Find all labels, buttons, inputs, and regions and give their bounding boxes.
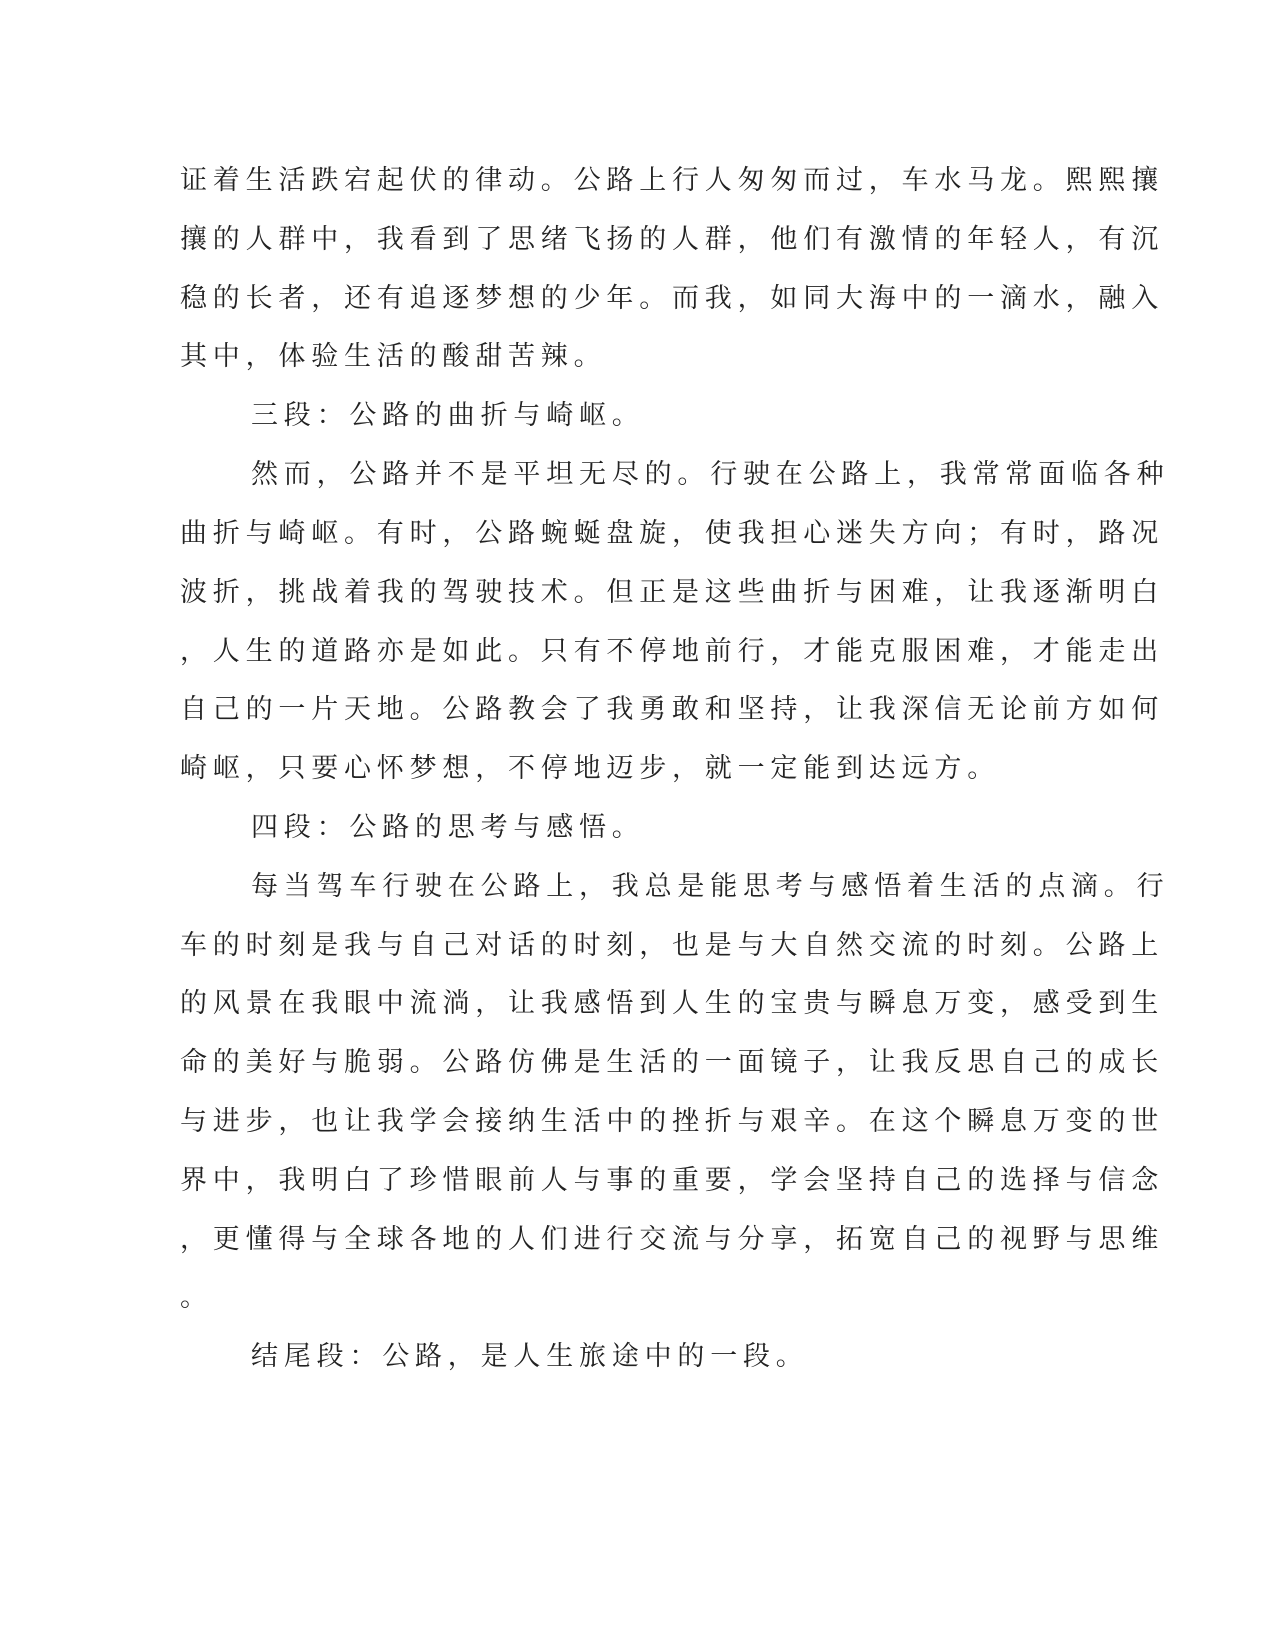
paragraph-line: 。 bbox=[180, 1282, 213, 1313]
paragraph-line: 与进步，也让我学会接纳生活中的挫折与艰辛。在这个瞬息万变的世 bbox=[180, 1106, 1164, 1137]
section-heading: 结尾段：公路，是人生旅途中的一段。 bbox=[251, 1341, 809, 1372]
paragraph-line: 界中，我明白了珍惜眼前人与事的重要，学会坚持自己的选择与信念 bbox=[180, 1165, 1164, 1196]
paragraph-line: ，更懂得与全球各地的人们进行交流与分享，拓宽自己的视野与思维 bbox=[180, 1224, 1164, 1255]
paragraph-line: 车的时刻是我与自己对话的时刻，也是与大自然交流的时刻。公路上 bbox=[180, 930, 1164, 961]
paragraph-line: 曲折与崎岖。有时，公路蜿蜒盘旋，使我担心迷失方向；有时，路况 bbox=[180, 518, 1164, 549]
section-heading: 三段：公路的曲折与崎岖。 bbox=[251, 400, 645, 431]
paragraph-line: 其中，体验生活的酸甜苦辣。 bbox=[180, 341, 607, 372]
paragraph-line: 每当驾车行驶在公路上，我总是能思考与感悟着生活的点滴。行 bbox=[251, 871, 1170, 902]
paragraph-line: 稳的长者，还有追逐梦想的少年。而我，如同大海中的一滴水，融入 bbox=[180, 283, 1164, 314]
paragraph-line: 命的美好与脆弱。公路仿佛是生活的一面镜子，让我反思自己的成长 bbox=[180, 1047, 1164, 1078]
paragraph-line: 的风景在我眼中流淌，让我感悟到人生的宝贵与瞬息万变，感受到生 bbox=[180, 988, 1164, 1019]
paragraph-line: 然而，公路并不是平坦无尽的。行驶在公路上，我常常面临各种 bbox=[251, 459, 1170, 490]
section-heading: 四段：公路的思考与感悟。 bbox=[251, 812, 645, 843]
paragraph-line: 崎岖，只要心怀梦想，不停地迈步，就一定能到达远方。 bbox=[180, 753, 1000, 784]
paragraph-line: 攘的人群中，我看到了思绪飞扬的人群，他们有激情的年轻人，有沉 bbox=[180, 224, 1164, 255]
paragraph-line: ，人生的道路亦是如此。只有不停地前行，才能克服困难，才能走出 bbox=[180, 636, 1164, 667]
paragraph-line: 波折，挑战着我的驾驶技术。但正是这些曲折与困难，让我逐渐明白 bbox=[180, 577, 1164, 608]
paragraph-line: 自己的一片天地。公路教会了我勇敢和坚持，让我深信无论前方如何 bbox=[180, 694, 1164, 725]
paragraph-line: 证着生活跌宕起伏的律动。公路上行人匆匆而过，车水马龙。熙熙攘 bbox=[180, 165, 1164, 196]
